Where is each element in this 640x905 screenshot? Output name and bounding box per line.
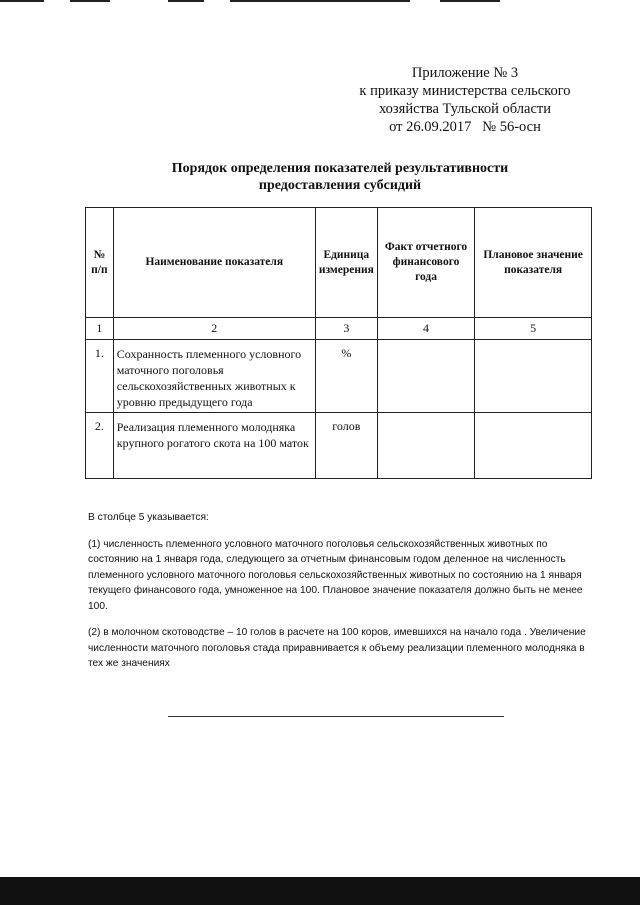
column-number: 1 [86, 318, 114, 340]
indicators-table [85, 207, 592, 479]
scan-edge-mark [0, 0, 44, 2]
appendix-header [330, 64, 600, 136]
table-row [86, 340, 592, 413]
column-number: 3 [315, 318, 377, 340]
column-number: 4 [377, 318, 474, 340]
note-paragraph-2: (2) в молочном скотоводстве – 10 голов в расчете на 100 коров, имевшихся на начало года . Увеличение численности маточного поголовья стада приравнивается к объему реализации племенного молодняка в тех же значениях [88, 627, 586, 669]
header-plan: Плановое значение показателя [475, 208, 592, 318]
title-line-2: предоставления субсидий [258, 178, 422, 193]
indicator-plan [475, 413, 592, 479]
notes-intro: В столбце 5 указывается: [88, 512, 209, 523]
header-unit: Единица измерения [315, 208, 377, 318]
indicator-unit: голов [315, 413, 377, 479]
header-name: Наименование показателя [113, 208, 315, 318]
indicator-plan [475, 340, 592, 413]
document-title [90, 160, 590, 194]
row-number: 2. [86, 413, 114, 479]
column-number: 2 [113, 318, 315, 340]
table-header-row [86, 208, 592, 318]
column-number-row [86, 318, 592, 340]
row-number: 1. [86, 340, 114, 413]
appendix-number: Приложение № 3 [411, 65, 519, 81]
scan-edge-mark [440, 0, 500, 2]
note-paragraph-1: (1) численность племенного условного маточного поголовья сельскохозяйственных животных по состоянию на 1 января года, следующего за отчетным финансовым годом деленное на численность племенного условного маточного поголовья сельскохозяйственных животных по состоянию на 1 января текущего финансового года, умноженное на 100. Плановое значение показателя должно быть не менее 100. [88, 538, 583, 612]
scan-edge-mark [230, 0, 410, 2]
indicator-unit: % [315, 340, 377, 413]
header-num: № п/п [86, 208, 114, 318]
appendix-order-ref: к приказу министерства сельского [359, 83, 571, 99]
scan-edge-mark [168, 0, 204, 2]
indicator-fact [377, 413, 474, 479]
scan-bottom-edge [0, 877, 640, 905]
title-line-1: Порядок определения показателей результативности [171, 161, 509, 176]
table-row [86, 413, 592, 479]
header-fact: Факт отчетного финансового года [377, 208, 474, 318]
appendix-date-number: от 26.09.2017 № 56-осн [389, 119, 541, 135]
indicator-fact [377, 340, 474, 413]
indicator-name: Сохранность племенного условного маточного поголовья сельскохозяйственных животных к уровню предыдущего года [113, 340, 315, 413]
column-number: 5 [475, 318, 592, 340]
appendix-ministry: хозяйства Тульской области [378, 101, 552, 117]
closing-divider [168, 716, 504, 717]
indicator-name: Реализация племенного молодняка крупного рогатого скота на 100 маток [113, 413, 315, 479]
scan-edge-mark [70, 0, 110, 2]
notes-section [88, 510, 598, 683]
